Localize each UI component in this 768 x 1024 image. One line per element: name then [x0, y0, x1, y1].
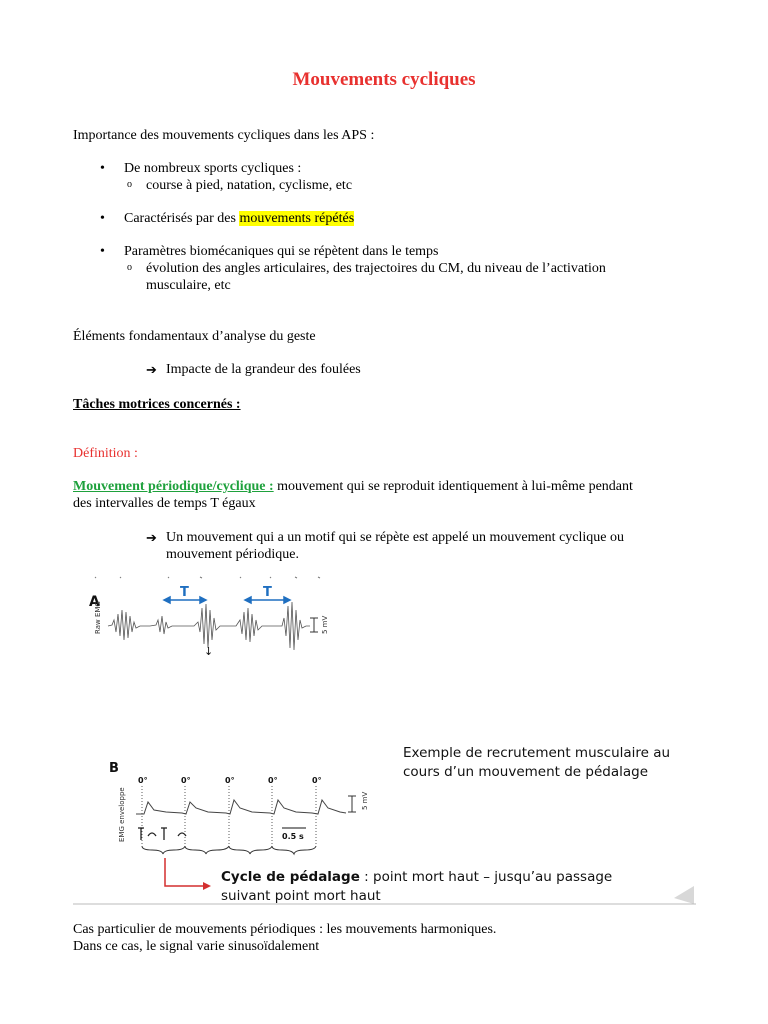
bullet-1-text: De nombreux sports cycliques : [124, 161, 302, 176]
period-t-label-1: T [180, 585, 189, 600]
figure-caption-line2: cours d’un mouvement de pédalage [403, 764, 649, 780]
cycle-caption-line1: Cycle de pédalage : point mort haut – jusqu’au passage [221, 869, 613, 885]
emg-figure [0, 570, 768, 910]
cycle-caption-line2: suivant point mort haut [221, 888, 381, 904]
right-arrow-icon: ➔ [146, 530, 157, 545]
raw-emg-label: Raw EMG [94, 601, 102, 634]
bullet-dot: • [100, 161, 105, 176]
time-scale-label: 0.5 s [282, 832, 304, 841]
page-title: Mouvements cycliques [292, 69, 476, 90]
definition-label: Définition : [73, 446, 138, 461]
bullet-3-sub-line2: musculaire, etc [146, 278, 231, 293]
svg-text:0°: 0° [138, 776, 148, 785]
cycle-bracket-arrowhead [203, 882, 211, 890]
highlighted-text: mouvements répétés [239, 211, 355, 226]
right-arrow-icon: ➔ [146, 362, 157, 377]
arrow-2-line2: mouvement périodique. [166, 547, 299, 562]
definition-line-2: des intervalles de temps T égaux [73, 496, 256, 511]
bullet-dot: • [100, 244, 105, 259]
down-arrow-icon: ↓ [204, 645, 214, 658]
zero-degree-markers [138, 776, 322, 785]
bullet-2-text: Caractérisés par des mouvements répétés [124, 211, 355, 226]
bullet-3-text: Paramètres biomécaniques qui se répètent dans le temps [124, 244, 439, 259]
intro-text: Importance des mouvements cycliques dans les APS : [73, 128, 375, 143]
panel-a-label: A [89, 594, 100, 610]
figure-caption-line1: Exemple de recrutement musculaire au [403, 745, 671, 761]
svg-text:0°: 0° [225, 776, 235, 785]
definition-line-1: Mouvement périodique/cyclique : mouvement qui se reproduit identiquement à lui-même pendant [73, 479, 633, 494]
scale-bar-b [348, 796, 356, 812]
raw-emg-signal [108, 602, 310, 650]
cycle-bracket-line [165, 858, 205, 886]
arrow-2-line1: Un mouvement qui a un motif qui se répète est appelé un mouvement cyclique ou [166, 530, 624, 545]
svg-text:0°: 0° [268, 776, 278, 785]
page-curl-decoration [674, 886, 694, 904]
bullet-3-sub-line1: évolution des angles articulaires, des trajectoires du CM, du niveau de l’activation [146, 261, 606, 276]
svg-text:0°: 0° [181, 776, 191, 785]
svg-text:0°: 0° [312, 776, 322, 785]
panel-b-label: B [109, 761, 119, 776]
scale-b-label: 5 mV [361, 791, 369, 810]
cropped-marks [95, 577, 320, 578]
cycle-braces [142, 846, 316, 854]
scale-a-label: 5 mV [321, 615, 329, 634]
emg-envelope-signal [136, 800, 346, 814]
elements-heading: Éléments fondamentaux d’analyse du geste [73, 329, 316, 344]
bullet-dot: • [100, 211, 105, 226]
bullet-1-sub: course à pied, natation, cyclisme, etc [146, 178, 353, 193]
sub-bullet-circle: o [127, 179, 132, 190]
sub-bullet-circle: o [127, 262, 132, 273]
footer-line-1: Cas particulier de mouvements périodiques : les mouvements harmoniques. [73, 922, 497, 937]
arrow-1-text: Impacte de la grandeur des foulées [166, 362, 361, 377]
emg-envelope-label: EMG enveloppe [118, 787, 126, 842]
scale-bar-a [310, 618, 318, 632]
footer-line-2: Dans ce cas, le signal varie sinusoïdalement [73, 939, 320, 954]
definition-term: Mouvement périodique/cyclique : [73, 479, 274, 494]
taches-heading: Tâches motrices concernés : [73, 397, 241, 412]
pedal-crank-icons [138, 828, 186, 840]
period-t-label-2: T [263, 585, 272, 600]
